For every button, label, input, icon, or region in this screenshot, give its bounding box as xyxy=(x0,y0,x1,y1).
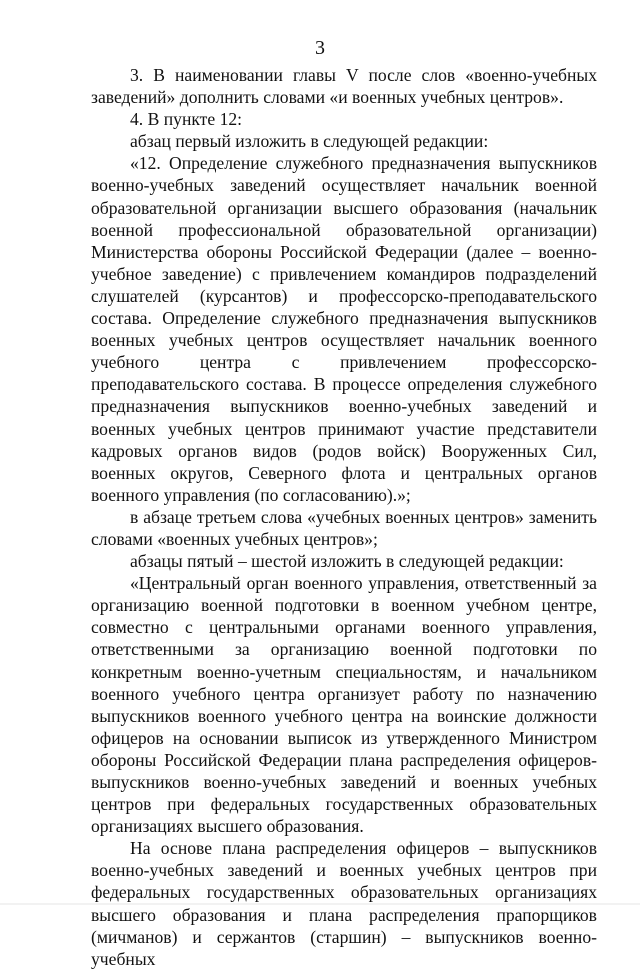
paragraph-chapter-title-amendment: 3. В наименовании главы V после слов «военно-учебных заведений» дополнить словами «и военных учебных центров». xyxy=(91,65,597,108)
paragraph-item-12-heading: 4. В пункте 12: xyxy=(130,109,243,130)
document-body xyxy=(91,64,597,970)
paragraph-fifth-sixth-abzac-intro: абзацы пятый – шестой изложить в следующей редакции: xyxy=(130,551,564,572)
page-number: 3 xyxy=(315,37,325,59)
paragraph-item-12-new-text: «12. Определение служебного предназначения выпускников военно-учебных заведений осуществляет начальник военной образовательной организации высшего образования (начальник военной профессиональной образовательной организации) Министерства обороны Российской Федерации (далее – военно-учебное заведение) с привлечением командиров подразделений слушателей (курсантов) и профессорско-преподавательского состава. Определение служебного предназначения выпускников военных учебных центров осуществляет начальник военного учебного центра с привлечением профессорско-преподавательского состава. В процессе определения служебного предназначения выпускников военно-учебных заведений и военных учебных центров принимают участие представители кадровых органов видов (родов войск) Вооруженных Сил, военных округов, Северного флота и центральных органов военного управления (по согласованию).»; xyxy=(91,153,597,505)
paragraph-first-abzac-intro: абзац первый изложить в следующей редакции: xyxy=(130,131,489,152)
paragraph-distribution-plan-text: На основе плана распределения офицеров – выпускников военно-учебных заведений и военных учебных центров при федеральных государственных образовательных организациях высшего образования и плана распределения прапорщиков (мичманов) и сержантов (старшин) – выпускников военно-учебных xyxy=(91,838,597,969)
paragraph-central-body-text: «Центральный орган военного управления, ответственный за организацию военной подготовки в военном учебном центре, совместно с центральными органами военного управления, ответственными за организацию военной подготовки по конкретным военно-учетным специальностям, и начальником военного учебного центра организует работу по назначению выпускников военного учебного центра на воинские должности офицеров на основании выписок из утвержденного Министром обороны Российской Федерации плана распределения офицеров-выпускников военно-учебных заведений и военных учебных центров при федеральных государственных образовательных организациях высшего образования. xyxy=(91,573,597,837)
paragraph-third-abzac-replacement: в абзаце третьем слова «учебных военных центров» заменить словами «военных учебных центров»; xyxy=(91,506,597,549)
